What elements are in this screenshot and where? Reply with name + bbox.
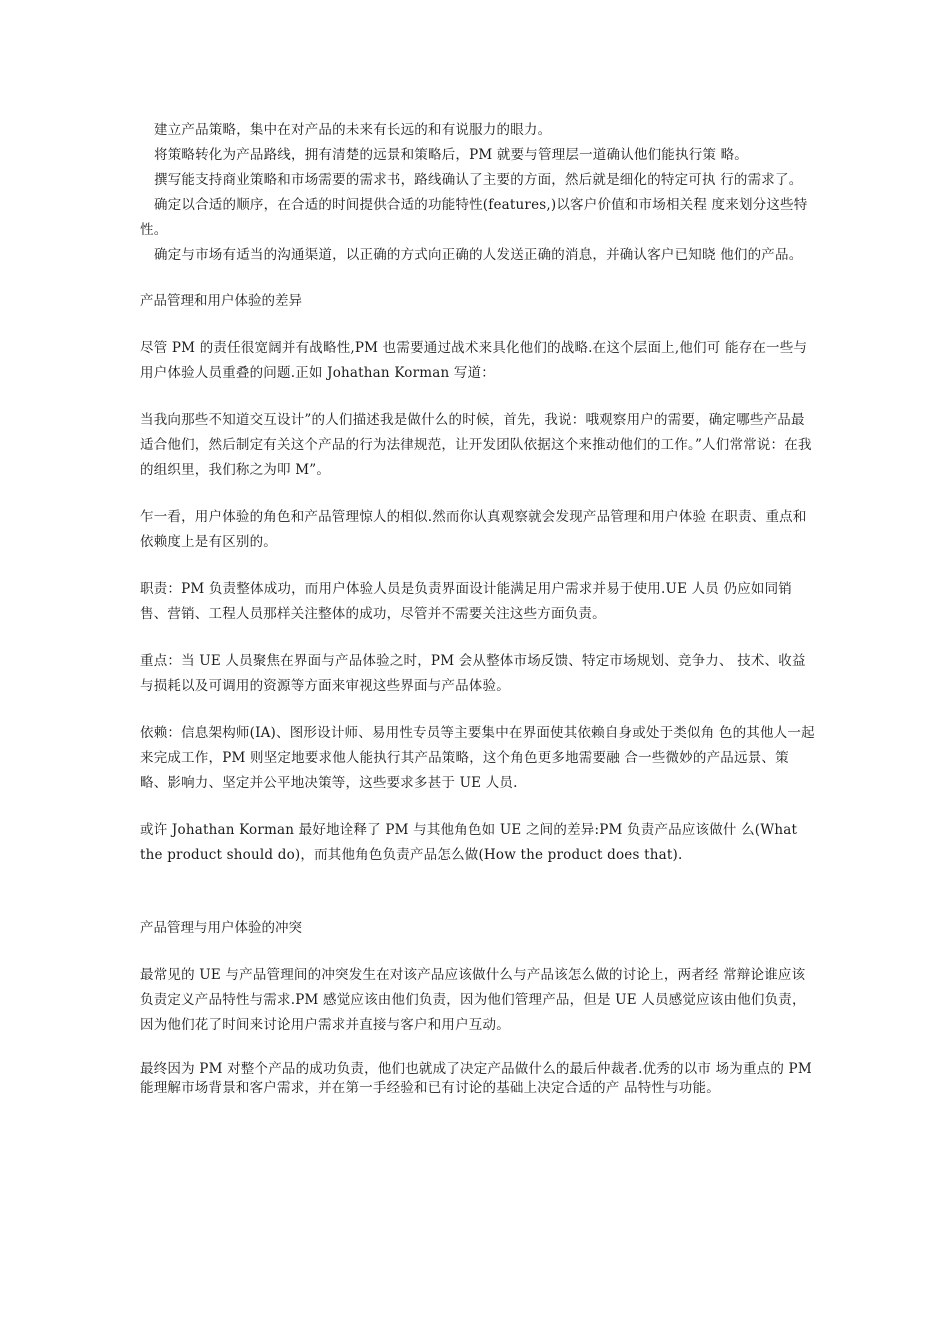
- paragraph: 或许 Johathan Korman 最好地诠释了 PM 与其他角色如 UE 之间的差异:PM 负责产品应该做什 么(What the product should do)，而其他角色负责产品怎么做(How the product does that).: [140, 822, 798, 863]
- paragraph: 最常见的 UE 与产品管理间的冲突发生在对该产品应该做什么与产品该怎么做的讨论上，两者经 常辩论谁应该负责定义产品特性与需求.PM 感觉应该由他们负责，因为他们管理产品，但是 UE 人员感觉应该由他们负责，因为他们花了时间来讨论用户需求并直接与客户和用户互动。: [140, 967, 806, 1033]
- paragraph: 依赖：信息架构师(IA)、图形设计师、易用性专员等主要集中在界面使其依赖自身或处于类似角 色的其他人一起来完成工作，PM 则坚定地要求他人能执行其产品策略，这个角色更多地需要融 合一些微妙的产品远景、策略、影响力、坚定并公平地决策等，这些要求多甚于 UE 人员.: [140, 725, 815, 791]
- section-heading: 产品管理和用户体验的差异: [140, 293, 302, 309]
- paragraph: 当我向那些不知道交互设计”的人们描述我是做什么的时候，首先，我说：哦观察用户的需要，确定哪些产品最适合他们，然后制定有关这个产品的行为法律规范，让开发团队依据这个来推动他们的工作。”人们常常说：在我的组织里，我们称之为叩 M”。: [140, 412, 812, 478]
- list-item: 将策略转化为产品路线，拥有清楚的远景和策略后，PM 就要与管理层一道确认他们能执行策 略。: [154, 147, 748, 163]
- document-page: [140, 118, 815, 1098]
- list-item: 建立产品策略，集中在对产品的未来有长远的和有说服力的眼力。: [154, 122, 552, 138]
- paragraph: 最终因为 PM 对整个产品的成功负责，他们也就成了决定产品做什么的最后仲裁者.优秀的以市 场为重点的 PM 能理解市场背景和客户需求，并在第一手经验和已有讨论的基础上决定合适的产 品特性与功能。: [140, 1061, 812, 1096]
- section-heading: 产品管理与用户体验的冲突: [140, 920, 302, 936]
- paragraph: 尽管 PM 的责任很宽阔并有战略性,PM 也需要通过战术来具化他们的战略.在这个层面上,他们可 能存在一些与用户体验人员重叠的问题.正如 Johathan Korman 写道：: [140, 340, 808, 381]
- list-item: 撰写能支持商业策略和市场需要的需求书，路线确认了主要的方面，然后就是细化的特定可执 行的需求了。: [154, 172, 803, 188]
- list-item: 确定以合适的顺序，在合适的时间提供合适的功能特性(features,)以客户价值和市场相关程 度来划分这些特性。: [140, 197, 808, 238]
- paragraph: 乍一看，用户体验的角色和产品管理惊人的相似.然而你认真观察就会发现产品管理和用户体验 在职责、重点和依赖度上是有区别的。: [140, 509, 807, 550]
- paragraph: 职责：PM 负责整体成功，而用户体验人员是负责界面设计能满足用户需求并易于使用.UE 人员 仍应如同销售、营销、工程人员那样关注整体的成功，尽管并不需要关注这些方面负责。: [140, 581, 793, 622]
- paragraph: 重点：当 UE 人员聚焦在界面与产品体验之时，PM 会从整体市场反馈、特定市场规划、竞争力、 技术、收益与损耗以及可调用的资源等方面来审视这些界面与产品体验。: [140, 653, 806, 694]
- list-item: 确定与市场有适当的沟通渠道，以正确的方式向正确的人发送正确的消息，并确认客户已知晓 他们的产品。: [154, 247, 803, 263]
